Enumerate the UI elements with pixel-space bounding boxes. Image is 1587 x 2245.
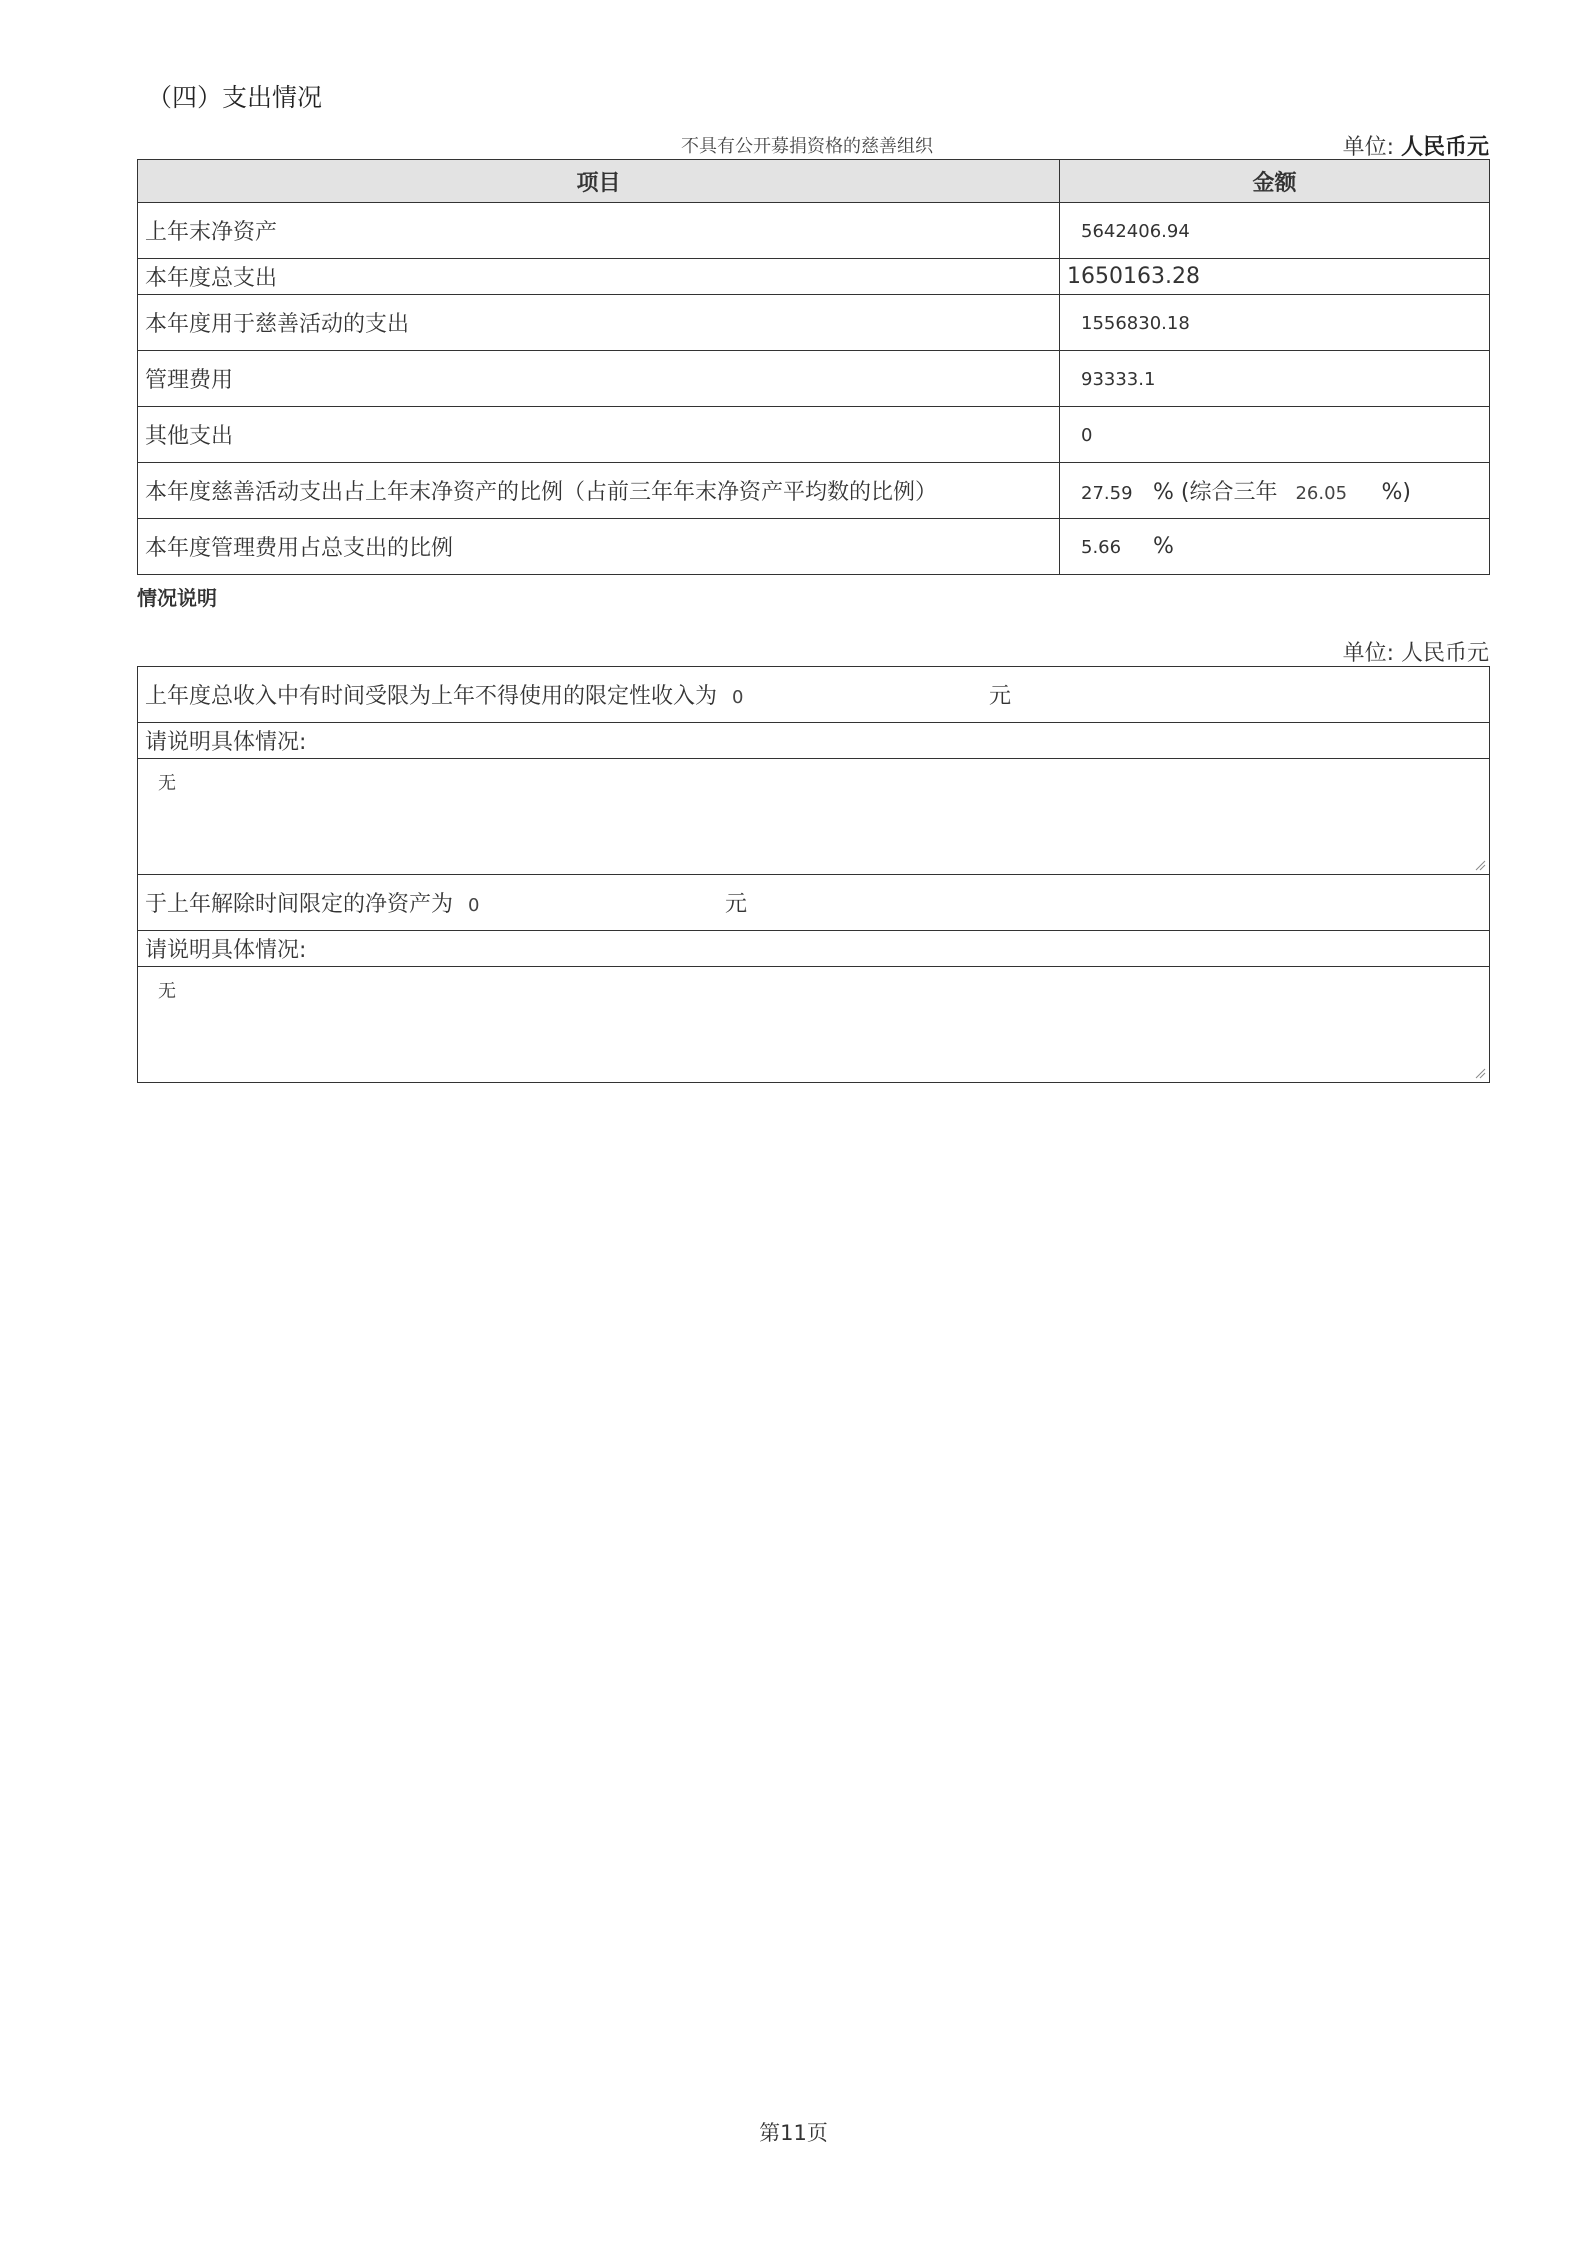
- amount-value: 93333.1: [1081, 369, 1156, 390]
- table-row: [138, 295, 1490, 351]
- amount-field[interactable]: [1060, 295, 1490, 351]
- restricted-income-label: 上年度总收入中有时间受限为上年不得使用的限定性收入为: [145, 684, 718, 709]
- section-title: （四）支出情况: [147, 83, 323, 112]
- explain-textarea-1[interactable]: [138, 759, 1490, 875]
- table-row: [138, 259, 1490, 295]
- header-amount: 金额: [1060, 160, 1490, 203]
- yuan-suffix: 元: [725, 892, 748, 917]
- resize-grip-icon[interactable]: [1474, 1067, 1486, 1079]
- pct-open: % (综合三年: [1153, 480, 1278, 505]
- explain-text-row: [138, 759, 1490, 875]
- amount-value: 0: [1081, 425, 1093, 446]
- row-label: 本年度总支出: [138, 259, 1060, 295]
- explain-text-row: [138, 967, 1490, 1083]
- explain-label-row: [138, 723, 1490, 759]
- unit-value: 人民币元: [1400, 641, 1489, 666]
- restricted-income-row: [138, 667, 1490, 723]
- explain-text: 无: [158, 981, 176, 1002]
- row-label: 管理费用: [138, 351, 1060, 407]
- released-assets-label: 于上年解除时间限定的净资产为: [145, 892, 454, 917]
- org-type-subtitle: 不具有公开募捐资格的慈善组织: [681, 136, 933, 157]
- resize-grip-icon[interactable]: [1474, 859, 1486, 871]
- unit-line-1: [1343, 130, 1489, 161]
- ratio-field[interactable]: 27.59: [1081, 483, 1133, 504]
- restricted-income-cell: [138, 667, 1490, 723]
- unit-label: 单位:: [1342, 135, 1394, 160]
- pct-close: %): [1381, 480, 1411, 505]
- header-item: 项目: [138, 160, 1060, 203]
- amount-field[interactable]: [1060, 351, 1490, 407]
- amount-value: 5642406.94: [1081, 221, 1190, 242]
- table-row: [138, 351, 1490, 407]
- table-row-mgmt-ratio: [138, 519, 1490, 575]
- row-label: 上年末净资产: [138, 203, 1060, 259]
- row-label: 本年度用于慈善活动的支出: [138, 295, 1060, 351]
- table-row-ratio: [138, 463, 1490, 519]
- amount-field[interactable]: [1060, 407, 1490, 463]
- amount-value: 1556830.18: [1081, 313, 1190, 334]
- unit-value: 人民币元: [1400, 135, 1489, 160]
- mgmt-ratio-cell: [1060, 519, 1490, 575]
- notes-title: 情况说明: [137, 586, 217, 610]
- pct-sign: %: [1153, 534, 1174, 559]
- unit-label: 单位:: [1342, 641, 1394, 666]
- ratio-cell: [1060, 463, 1490, 519]
- explain-label-row: [138, 931, 1490, 967]
- explain-textarea-2[interactable]: [138, 967, 1490, 1083]
- released-assets-row: [138, 875, 1490, 931]
- row-label: 本年度慈善活动支出占上年末净资产的比例（占前三年年末净资产平均数的比例）: [138, 463, 1060, 519]
- released-assets-cell: [138, 875, 1490, 931]
- amount-field[interactable]: [1060, 259, 1490, 295]
- yuan-suffix: 元: [989, 684, 1012, 709]
- notes-table: [137, 666, 1490, 1083]
- amount-field[interactable]: [1060, 203, 1490, 259]
- row-label: 本年度管理费用占总支出的比例: [138, 519, 1060, 575]
- restricted-income-field[interactable]: 0: [732, 687, 744, 708]
- unit-line-2: [1343, 636, 1489, 667]
- explain-text: 无: [158, 773, 176, 794]
- row-label: 其他支出: [138, 407, 1060, 463]
- three-year-field[interactable]: 26.05: [1295, 483, 1348, 504]
- expenditure-table: [137, 159, 1490, 575]
- explain-label: 请说明具体情况:: [138, 931, 1490, 967]
- released-assets-field[interactable]: 0: [468, 895, 480, 916]
- explain-label: 请说明具体情况:: [138, 723, 1490, 759]
- table-row: [138, 407, 1490, 463]
- mgmt-ratio-field[interactable]: 5.66: [1081, 537, 1122, 558]
- page-number: 第11页: [759, 2121, 828, 2145]
- amount-value: 1650163.28: [1067, 264, 1200, 289]
- table-header-row: [138, 160, 1490, 203]
- table-row: [138, 203, 1490, 259]
